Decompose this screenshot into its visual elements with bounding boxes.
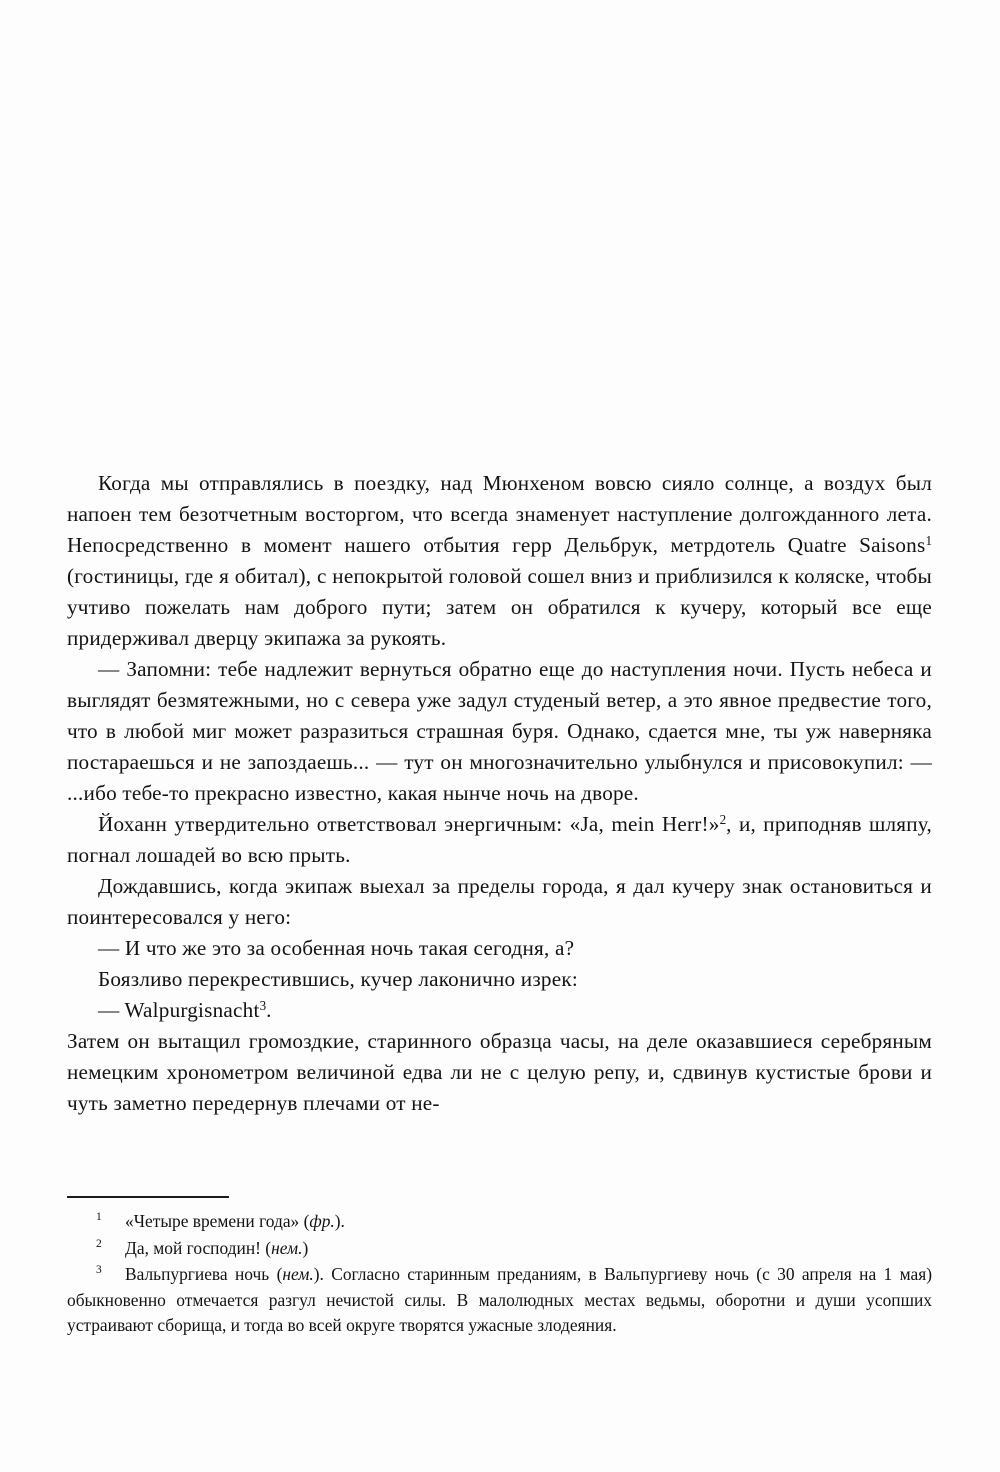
paragraph-1-text-before: Когда мы отправлялись в поездку, над Мюнхеном вовсю сияло солнце, а воздух был напоен тем безотчетным восторгом, что всегда знаменует наступление долгожданного лета. Непосредственно в момент нашего отбытия герр Дельбрук, метрдотель [67, 471, 932, 557]
footnote-1: 1 «Четыре времени года» (фр.). [96, 1211, 345, 1231]
footnote-3-text-after: ). Согласно старинным преданиям, в Вальпургиеву ночь (с 30 апреля на 1 мая) обыкновенно отмечается разгул нечистой силы. В малолюдных местах ведьмы, оборотни и души усопших устраивают сборища, и тогда во всей округе творятся ужасные злодеяния. [67, 1264, 932, 1335]
footnote-ref-3[interactable]: 3 [259, 998, 267, 1014]
footnote-3: 3 Вальпургиева ночь (нем.). Согласно старинным преданиям, в Вальпургиеву ночь (с 30 апреля на 1 мая) обыкновенно отмечается разгул нечистой силы. В малолюдных местах ведьмы, оборотни и души усопших устраивают сборища, и тогда во всей округе творятся ужасные злодеяния. [67, 1264, 932, 1335]
paragraph-3 [67, 809, 932, 871]
footnote-2: 2 Да, мой господин! (нем.) [96, 1237, 309, 1258]
paragraph-1 [67, 468, 932, 654]
footnote-ref-1[interactable]: 1 [925, 533, 932, 549]
paragraph-5: — И что же это за особенная ночь такая сегодня, а? [98, 936, 575, 960]
footnote-ref-2[interactable]: 2 [719, 812, 727, 828]
paragraph-8: Затем он вытащил громоздкие, старинного образца часы, на деле оказавшиеся серебряным немецким хронометром величиной едва ли не с целую репу, и, сдвинув кустистые брови и чуть заметно передернув плечами от не- [67, 1029, 932, 1115]
paragraph-3-latin-term: Ja, mein Herr! [580, 812, 709, 836]
paragraph-1-text-after: (гостиницы, где я обитал), с непокрытой головой сошел вниз и приблизился к коляске, чтобы учтиво пожелать нам доброго пути; затем он обратился к кучеру, который все еще придерживал дверцу экипажа за рукоять. [67, 564, 932, 650]
paragraph-4: Дождавшись, когда экипаж выехал за пределы города, я дал кучеру знак остановиться и поинтересовался у него: [67, 874, 932, 929]
footnote-separator-rule [67, 1196, 229, 1198]
paragraph-7-text-after: . [266, 998, 272, 1022]
paragraph-3-text-after: , и, приподняв шляпу, погнал лошадей во всю прыть. [67, 812, 932, 867]
footnote-2-text-after: ) [302, 1237, 309, 1258]
footnote-3-italic: нем. [282, 1264, 314, 1284]
footnote-block [67, 1196, 932, 1340]
footnote-1-text-before: «Четыре времени года» ( [125, 1211, 310, 1231]
paragraph-1-latin-term: Quatre Saisons [787, 533, 926, 557]
paragraph-3-text-before: Йоханн утвердительно ответствовал энергичным: « [98, 812, 581, 836]
footnote-1-text-after: ). [334, 1211, 345, 1231]
footnote-2-text-before: Да, мой господин! ( [125, 1237, 272, 1258]
paragraph-7 [67, 995, 932, 1026]
footnote-3-text-before: Вальпургиева ночь ( [125, 1264, 283, 1284]
footnote-1-italic: фр. [309, 1211, 335, 1231]
paragraph-7-latin-term: Walpurgisnacht [124, 998, 260, 1022]
paragraph-3-text-mid: » [708, 812, 720, 836]
body-text-block [67, 468, 932, 1119]
footnote-2-italic: нем. [271, 1237, 303, 1258]
paragraph-6: Боязливо перекрестившись, кучер лаконично изрек: [98, 967, 578, 991]
paragraph-7-text-before: — [98, 998, 125, 1022]
paragraph-2: — Запомни: тебе надлежит вернуться обратно еще до наступления ночи. Пусть небеса и выглядят безмятежными, но с севера уже задул студеный ветер, а это явное предвестие того, что в любой миг может разразиться страшная буря. Однако, сдается мне, ты уж наверняка постараешься и не запоздаешь... — тут он многозначительно улыбнулся и присовокупил: — ...ибо тебе-то прекрасно известно, какая нынче ночь на дворе. [67, 657, 932, 805]
